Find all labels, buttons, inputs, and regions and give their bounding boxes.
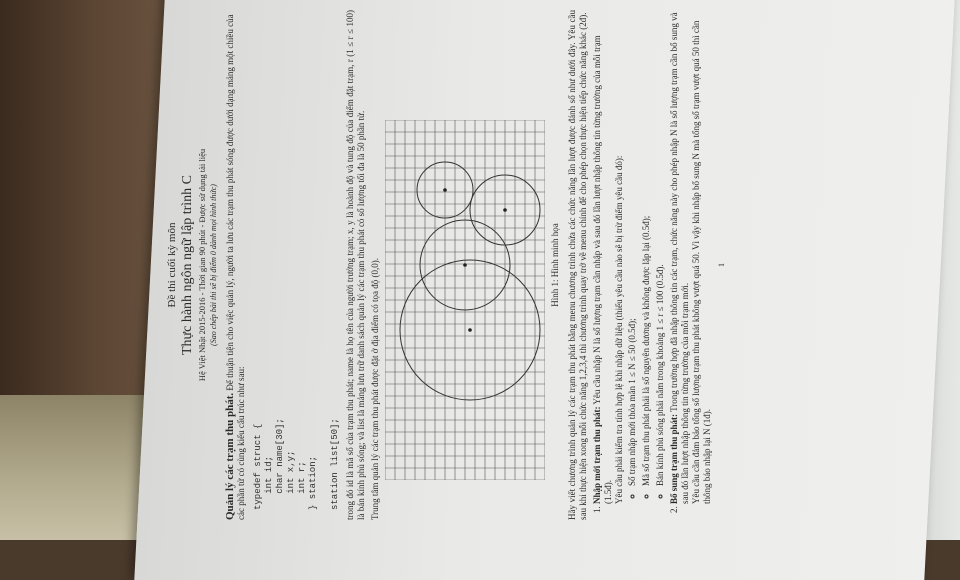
requirement-list <box>627 10 666 504</box>
code-block <box>253 10 341 510</box>
section-intro: Để thuận tiện cho việc quản lý, người ta lưu các trạm thu phát sóng được dưới dạng mảng một chiều của các phần tử có cùng kiểu cấu trúc như sau: <box>225 14 246 520</box>
coverage-circles <box>400 162 540 400</box>
code-line: station list[50]; <box>330 418 340 510</box>
task-text: Yêu cầu nhập N là số lượng trạm cần nhập và sau đó lần lượt nhập thông tin từng trường của mỗi trạm (1.5đ). <box>592 35 613 504</box>
code-line: int id; <box>264 455 274 510</box>
requirement-item: ◦ Bán kính phủ sóng phải nằm trong khoảng 1 ≤ r ≤ 100 (0.5đ). <box>655 10 666 486</box>
exam-title: Thực hành ngôn ngữ lập trình C <box>180 174 195 356</box>
task-title: Nhập mới trạm thu phát: <box>592 406 602 504</box>
code-line: char name[30]; <box>275 418 285 510</box>
code-line: typedef struct { <box>253 423 263 510</box>
requirement-item: ◦ Số trạm nhập mới thỏa mãn 1 ≤ N ≤ 50 (0.5đ); <box>627 10 638 486</box>
exam-note: (Sao chép bài thi sẽ bị điểm 0 dành mọi hình thức) <box>209 184 218 346</box>
illustration-figure <box>385 10 548 480</box>
task-title: Bổ sung trạm thu phát: <box>669 413 679 504</box>
exam-meta: Hệ Việt Nhật 2015-2016 - Thời gian 90 phút - Được sử dụng tài liệu <box>197 148 207 382</box>
figure-caption: Hình 1: Hình minh họa <box>550 223 560 307</box>
task-text: Trong trường hợp đã nhập thông tin các trạm, chức năng này cho phép nhập N là số lượng trạm cần bổ sung và sau đó lần lượt nhập thông tin từng trường của mỗi trạm mới. <box>669 12 690 504</box>
exam-subtitle: Đề thi cuối kỳ môn <box>166 222 178 308</box>
task-list <box>592 10 713 520</box>
station-point <box>443 188 447 192</box>
station-point <box>468 328 472 332</box>
code-line: int r; <box>297 461 307 510</box>
section-stations <box>225 10 247 520</box>
code-line: } station; <box>308 455 318 510</box>
exam-header <box>165 10 219 520</box>
page-number: 1 <box>717 263 726 267</box>
grid-lines <box>385 120 545 480</box>
program-intro: Hãy viết chương trình quản lý các trạm thu phát bằng menu chương trình chứa các chức năng lần lượt được đánh số như dưới đây. Yêu cầu sau khi thực hiện xong mỗi chức năng 1,2,3,4 thì chương trình quay trở về menu chính để cho phép chọn thực hiện tiếp chức năng khác (2đ). <box>567 10 588 520</box>
task-item <box>669 10 713 504</box>
station-point <box>503 208 507 212</box>
task-item <box>592 10 666 504</box>
task-text-2: Yêu cầu cần đảm bảo tổng số lượng trạm thu phát không vượt quá 50. Vì vậy khi nhập bổ sung N mà tổng số trạm vượt quá 50 thì cần thông báo nhập lại N (1đ). <box>691 20 712 504</box>
code-line: int x,y; <box>286 450 296 510</box>
exam-document <box>165 10 880 520</box>
center-note: Trung tâm quản lý các trạm thu phát được đặt ở địa điểm có tọa độ (0,0). <box>370 257 380 520</box>
section-heading: Quản lý các trạm thu phát. <box>224 392 236 520</box>
station-point <box>463 263 467 267</box>
grid-circles-diagram <box>385 120 545 480</box>
struct-description: trong đó id là mã số của trạm thu phát; name là họ tên của người trưởng trạm; x, y là hoành độ và tung độ của điểm đặt trạm, r (1 ≤ r ≤ 100) là bán kính phủ sóng; và list là mảng lưu trữ danh sách quản lý các trạm thu phát có số lượng tối đa là 50 phần tử. <box>345 10 366 520</box>
task-check: Yêu cầu phải kiểm tra tính hợp lệ khi nhập dữ liệu (thiếu yêu cầu nào sẽ bị trừ điểm yêu cầu đó): <box>614 155 624 504</box>
requirement-item: ◦ Mã số trạm thu phát phải là số nguyên dương và không được lặp lại (0.5đ); <box>641 10 652 486</box>
